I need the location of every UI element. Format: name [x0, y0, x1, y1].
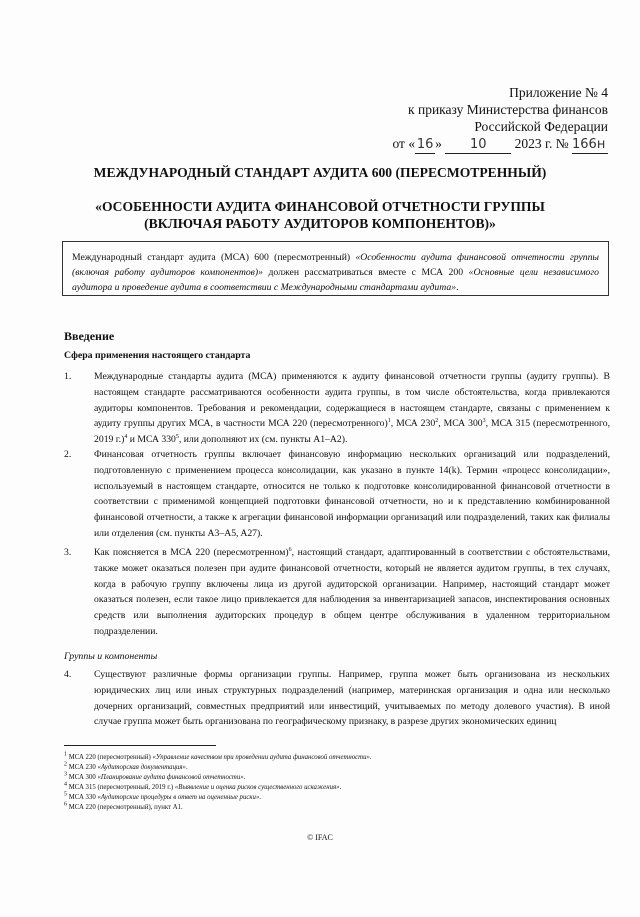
footnote-ref: 5 — [175, 433, 179, 440]
ministry-name: Российской Федерации — [474, 119, 608, 134]
paragraph-3 — [64, 545, 610, 640]
paragraph-4 — [64, 667, 610, 730]
paragraph-1 — [64, 369, 610, 448]
footnote: $^3$ МСА 300 «Планирование аудита финансовой отчетности». — [64, 771, 246, 781]
footnote-divider — [64, 745, 216, 746]
subsection-heading-groups: Группы и компоненты — [64, 651, 158, 662]
order-month: 10 — [445, 136, 511, 154]
paragraph-text: Существуют различные формы организации группы. Например, группа может быть организована из нескольких юридических лиц или иных структурных подразделений (например, материнская организация и одна или несколько дочерних организаций, совместных предприятий или инвестиций, учитываемых по методу долевого участия). В иной случае группа может быть организована по географическому признаку, в разрезе других экономических единиц — [94, 669, 610, 728]
order-day: 16 — [416, 137, 434, 152]
paragraph-text: Как поясняется в МСА 220 (пересмотренном)$^6$, настоящий стандарт, адаптированный в соответствии с обстоятельствами, также может оказаться полезен при аудите финансовой отчетности, который не является аудитом группы, в тех случаях, когда в рабочую группу включены лица из другой аудиторской организации. Например, настоящий стандарт может оказаться полезен, если такое лицо привлекается для наблюдения за инвентаризацией запасов, инспектирования основных средств или выполнения аудиторских процедур в общем центре обслуживания в удаленном территориальном подразделении. — [94, 546, 610, 637]
order-date-line: от « 16 » 10 2023 г. № 166н — [348, 135, 608, 154]
paragraph-2 — [64, 447, 610, 542]
footnote: $^1$ МСА 220 (пересмотренный) «Управление качеством при проведении аудита финансовой отчетности». — [64, 751, 372, 761]
paragraph-number: 4. — [64, 669, 72, 680]
footnote: $^4$ МСА 315 (пересмотренный, 2019 г.) «Выявление и оценка рисков существенного искажения». — [64, 781, 342, 791]
paragraph-number: 1. — [64, 371, 72, 382]
appendix-header — [348, 84, 608, 154]
paragraph-text: Международные стандарты аудита (МСА) применяются к аудиту финансовой отчетности группы (аудиту группы). В настоящем стандарте рассматриваются особенности аудита группы, в том числе обстоятельства, когда привлекаются аудиторы компонентов. Требования и рекомендации, содержащиеся в настоящем стандарте, связаны с применением к аудиту группы других МСА, в частности МСА 220 (пересмотренного)$^1$, МСА $230^2$, МСА $300^3$, МСА 315 (пересмотренного, 2019 г.)$^4$ и МСА $330^5$, или дополняют их (см. пункты A1–A2). — [94, 371, 610, 446]
notice-box: Международный стандарт аудита (МСА) 600 (пересмотренный) «Особенности аудита финансовой отчетности группы (включая работу аудиторов компонентов)» должен рассматриваться вместе с МСА 200 «Основные цели независимого аудитора и проведение аудита в соответствии с Международными стандартами аудита». — [62, 241, 609, 296]
footnote-ref: 3 — [482, 418, 486, 425]
paragraph-number: 3. — [64, 547, 72, 558]
footnote-ref: 6 — [288, 546, 292, 553]
footnote: $^5$ МСА 330 «Аудиторские процедуры в ответ на оцененные риски». — [64, 791, 262, 801]
paragraph-number: 2. — [64, 449, 72, 460]
standard-subtitle: «ОСОБЕННОСТИ АУДИТА ФИНАНСОВОЙ ОТЧЕТНОСТИ ГРУППЫ (ВКЛЮЧАЯ РАБОТУ АУДИТОРОВ КОМПОНЕНТОВ)» — [95, 199, 545, 231]
section-heading-introduction: Введение — [64, 329, 115, 343]
copyright-notice: © IFAC — [307, 833, 333, 842]
order-reference: к приказу Министерства финансов — [408, 102, 608, 117]
paragraph-text: Финансовая отчетность группы включает финансовую информацию нескольких организаций или подразделений, подготовленную с применением процесса консолидации, как указано в пункте 14(k). Термин «процесс консолидации», используемый в настоящем стандарте, относится не только к подготовке консолидированной финансовой отчетности в соответствии с применимой концепцией подготовки финансовой отчетности, но и к представлению комбинированной финансовой отчетности, а также к агрегации финансовой информации организаций или подразделений, таких как филиалы или отделения (см. пункты A3–A5, A27). — [94, 449, 610, 539]
footnote-ref: 4 — [124, 433, 128, 440]
footnote: $^6$ МСА 220 (пересмотренный), пункт A1. — [64, 801, 183, 811]
standard-title: МЕЖДУНАРОДНЫЙ СТАНДАРТ АУДИТА 600 (ПЕРЕСМОТРЕННЫЙ) — [93, 165, 547, 180]
order-number: 166н — [572, 136, 608, 154]
footnotes — [64, 753, 610, 812]
footnote: $^2$ МСА 230 «Аудиторская документация». — [64, 761, 188, 771]
footnote-ref: 1 — [387, 418, 391, 425]
footnote-ref: 2 — [435, 418, 439, 425]
section-heading-scope: Сфера применения настоящего стандарта — [64, 350, 251, 361]
appendix-number: Приложение № 4 — [509, 85, 608, 100]
